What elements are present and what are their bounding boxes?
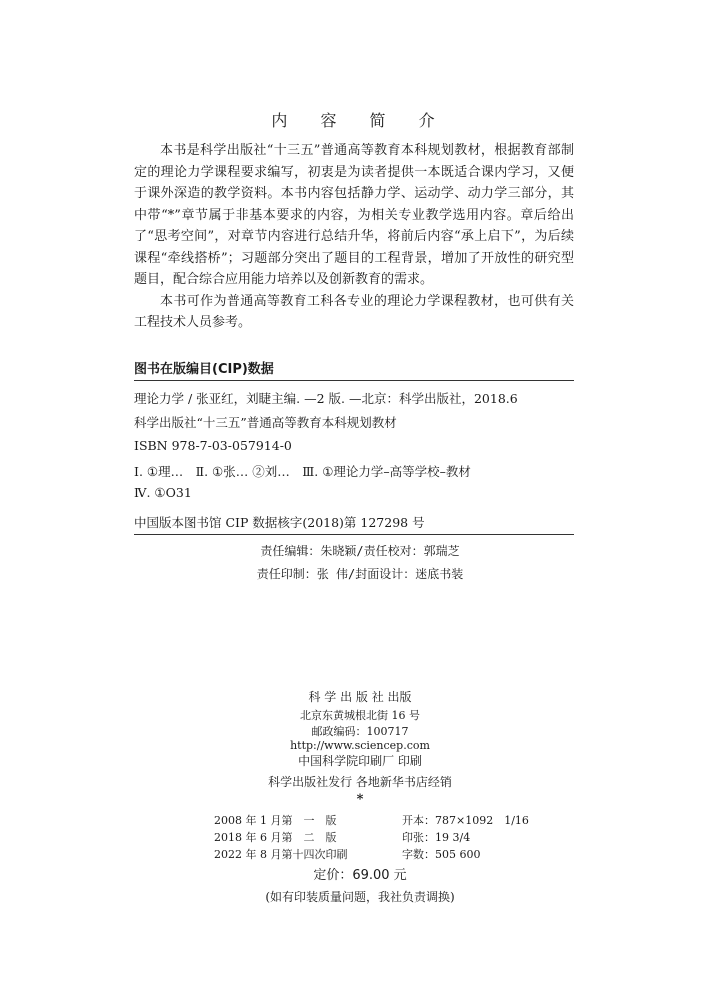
edition-spec: 字数：505 600	[402, 848, 481, 861]
edition-date: 2022 年 8 月第十四次印刷	[214, 848, 348, 861]
cip-classification: Ⅰ. ①理… Ⅱ. ①张… ②刘… Ⅲ. ①理论力学–高等学校–教材	[134, 464, 471, 479]
cip-isbn: ISBN 978-7-03-057914-0	[134, 438, 292, 453]
quality-notice: (如有印装质量问题，我社负责调换)	[265, 890, 455, 904]
section-title: 内 容 简 介	[271, 111, 449, 130]
publisher-url: http://www.sciencep.com	[290, 739, 430, 752]
cip-line-series: 科学出版社“十三五”普通高等教育本科规划教材	[134, 415, 397, 430]
cip-line-title: 理论力学 / 张亚红，刘睫主编. —2 版. —北京：科学出版社，2018.6	[134, 391, 518, 406]
price: 定价：69.00 元	[313, 868, 407, 883]
cip-heading: 图书在版编目(CIP)数据	[134, 362, 274, 377]
publisher-address: 北京东黄城根北街 16 号	[300, 709, 420, 722]
distribution-info: 科学出版社发行 各地新华书店经销	[268, 775, 452, 789]
printer-name: 中国科学院印刷厂 印刷	[298, 754, 422, 768]
cip-classification-ext: Ⅳ. ①O31	[134, 485, 192, 500]
publisher-name: 科 学 出 版 社 出版	[308, 690, 412, 704]
edition-row	[214, 812, 529, 828]
edition-date: 2008 年 1 月第 一 版	[214, 814, 337, 827]
production-credits: 责任印制：张 伟/封面设计：迷底书装	[256, 567, 464, 581]
edition-spec: 开本：787×1092 1/16	[402, 814, 529, 827]
intro-paragraph: 本书可作为普通高等教育工科各专业的理论力学课程教材，也可供有关工程技术人员参考。	[134, 293, 574, 330]
edition-row	[214, 829, 470, 845]
edition-date: 2018 年 6 月第 二 版	[214, 831, 337, 844]
editor-credits: 责任编辑：朱晓颖/责任校对：郭瑞芝	[260, 544, 460, 558]
intro-body	[134, 140, 574, 334]
separator-star: *	[356, 792, 364, 807]
publisher-postcode: 邮政编码：100717	[311, 725, 409, 738]
edition-row	[214, 846, 481, 862]
intro-paragraph: 本书是科学出版社“十三五”普通高等教育本科规划教材，根据教育部制定的理论力学课程要求编写，初衷是为读者提供一本既适合课内学习，又便于课外深造的教学资料。本书内容包括静力学、运动学、动力学三部分，其中带“*”章节属于非基本要求的内容，为相关专业教学选用内容。章后给出了“思考空间”，对章节内容进行总结升华，将前后内容“承上启下”，为后续课程“牵线搭桥”；习题部分突出了题目的工程背景，增加了开放性的研究型题目，配合综合应用能力培养以及创新教育的需求。	[134, 143, 574, 287]
cip-bottom-rule	[134, 534, 574, 535]
cip-top-rule	[134, 380, 574, 381]
edition-spec: 印张：19 3/4	[402, 831, 471, 844]
cip-record-number: 中国版本图书馆 CIP 数据核字(2018)第 127298 号	[134, 515, 425, 530]
